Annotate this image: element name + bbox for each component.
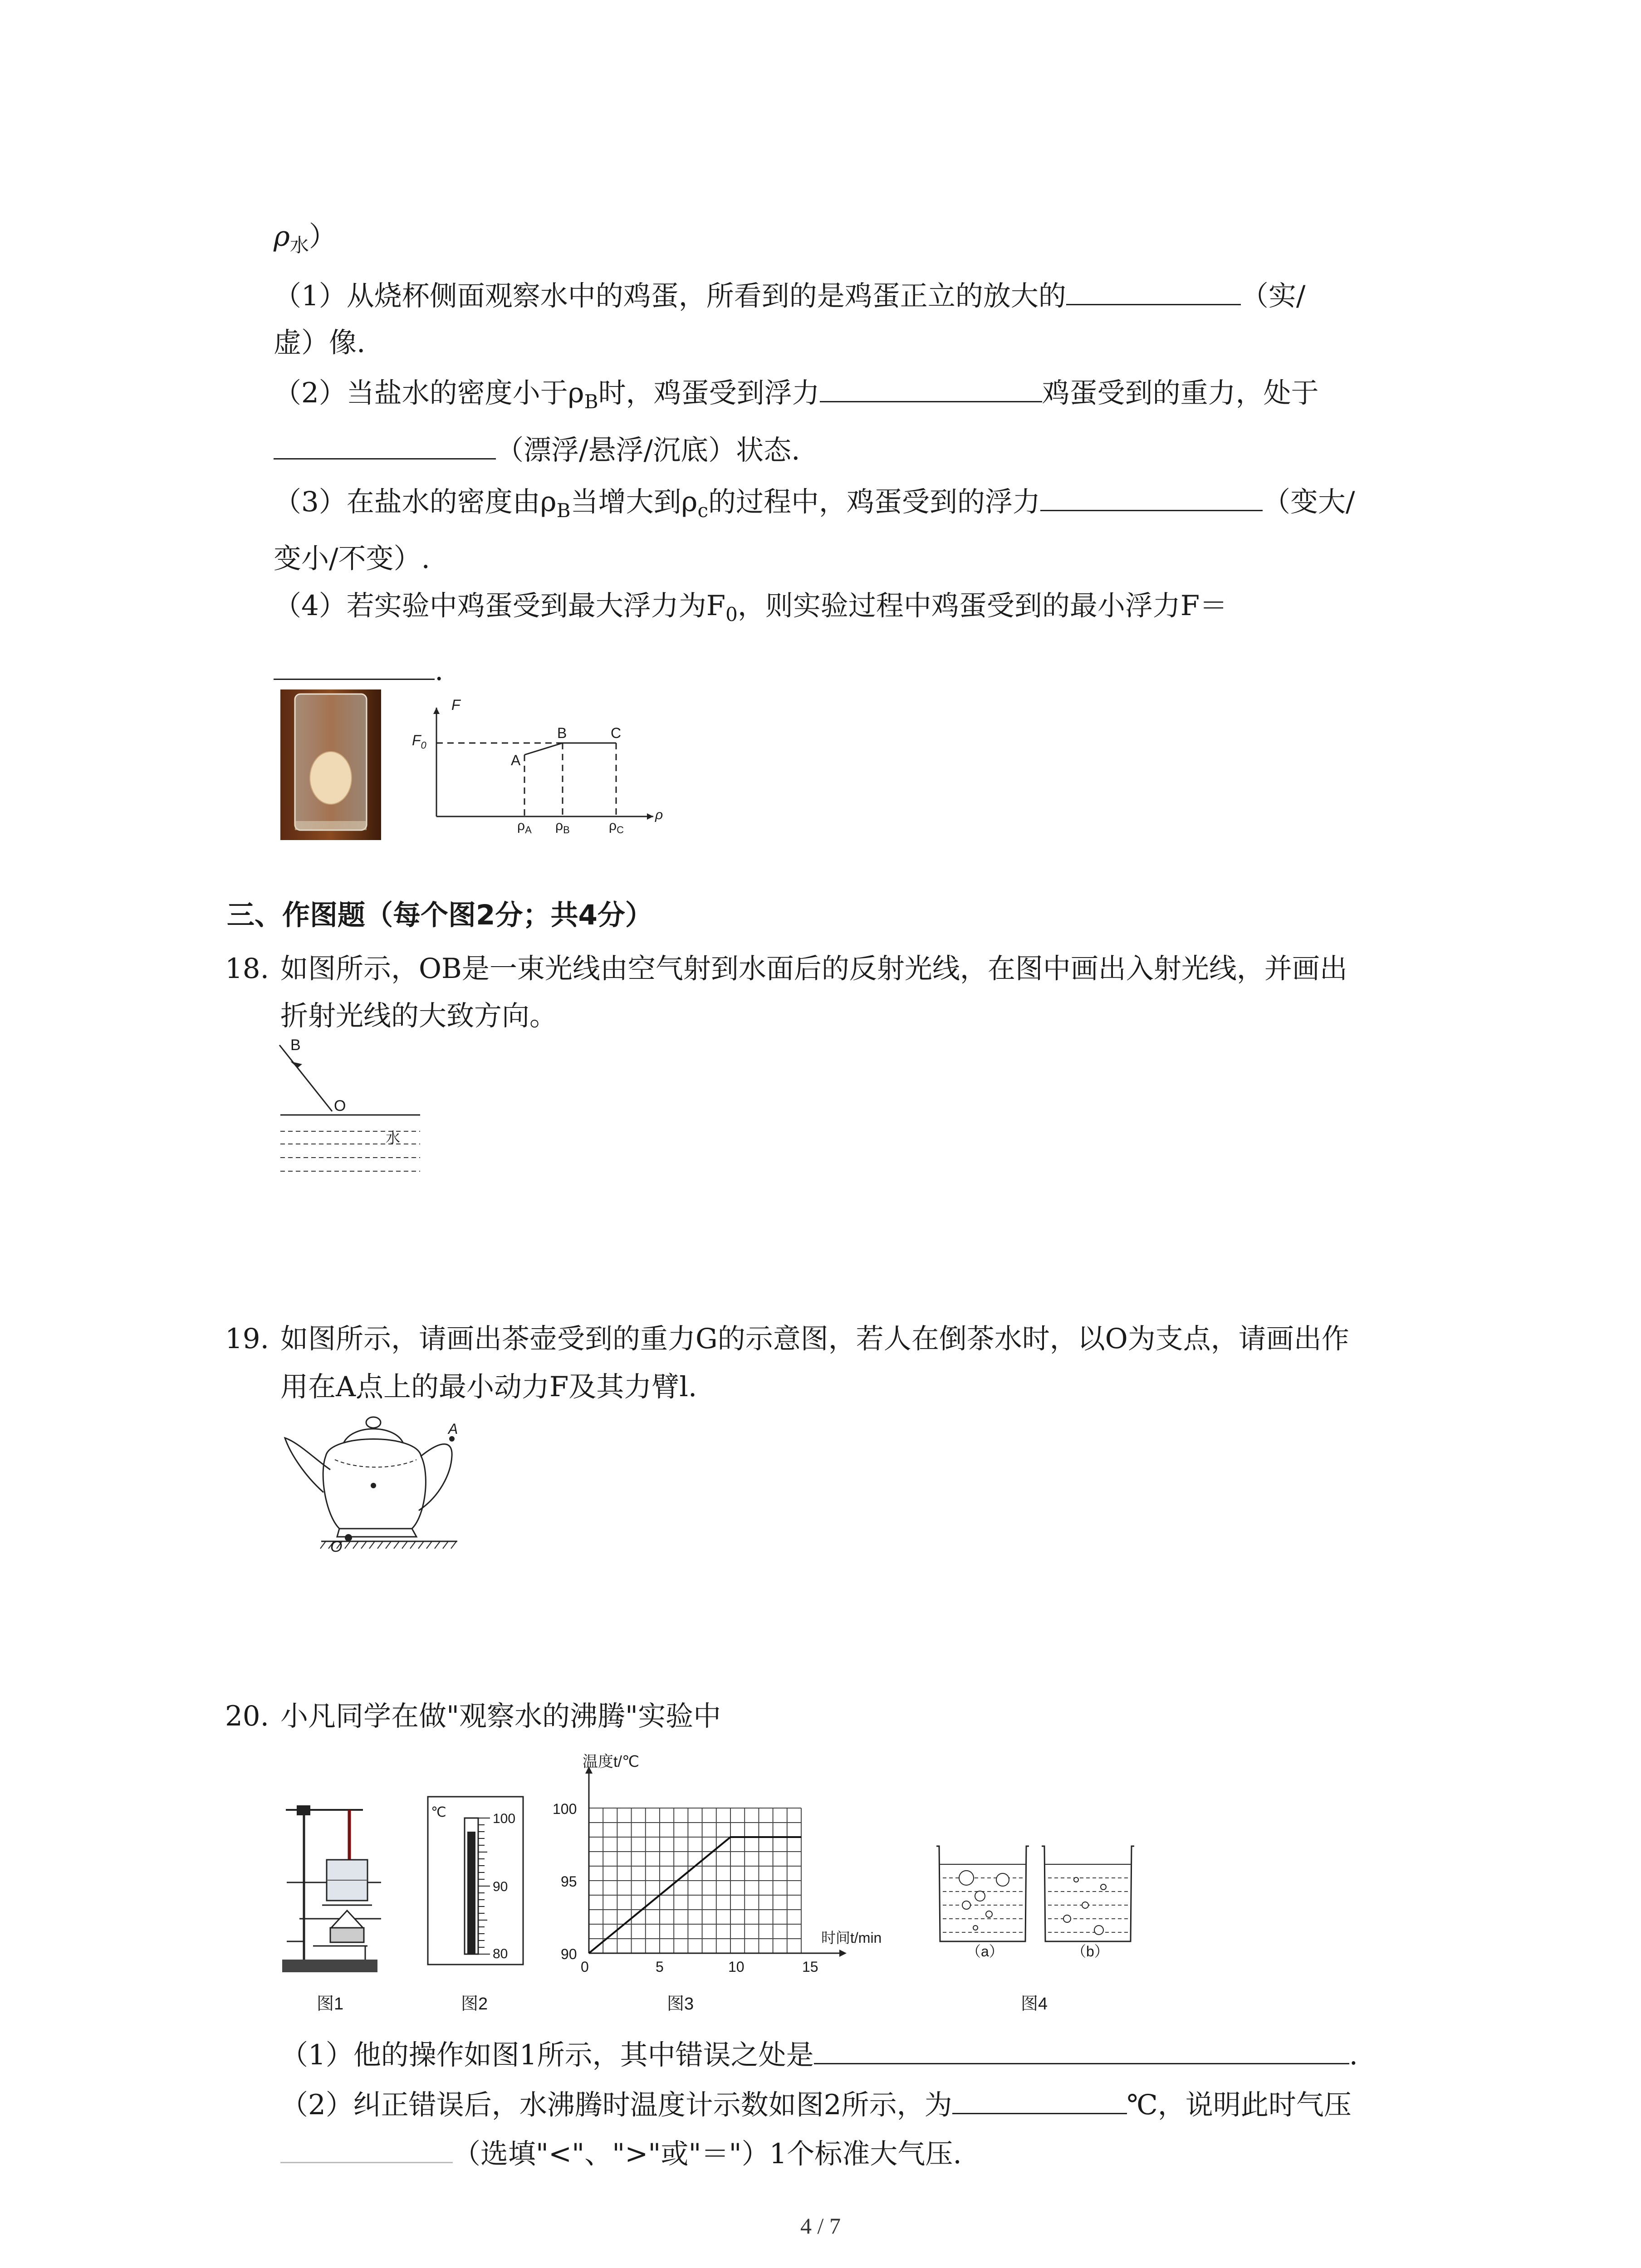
- page-number: 4 / 7: [800, 2213, 841, 2239]
- q19-teapot-diagram: [280, 1406, 471, 1560]
- chart-ytick-90: 90: [561, 1946, 577, 1962]
- graph-x-label: ρ: [655, 807, 663, 822]
- q19-line2: 用在A点上的最小动力F及其力臂l.: [280, 1371, 697, 1403]
- q17-part2-line1: （2）当盐水的密度小于$\rho_B$时，鸡蛋受到浮力 鸡蛋受到的重力，处于: [274, 375, 1319, 420]
- q18-line1: 如图所示，OB是一束光线由空气射到水面后的反射光线，在图中画出入射光线，并画出: [280, 953, 1347, 985]
- thermo-tick-80: 80: [493, 1946, 508, 1961]
- q17-part2-line2: （漂浮/悬浮/沉底）状态.: [274, 432, 800, 469]
- fig4-caption: 图4: [1021, 1994, 1048, 2014]
- q18-label-o: O: [334, 1097, 346, 1114]
- q17-part3-line2: 变小/不变）.: [274, 543, 430, 575]
- chart-xtick-15: 15: [802, 1959, 818, 1975]
- chart-y-label: 温度t/℃: [583, 1753, 640, 1770]
- q17-part4-line1: （4）若实验中鸡蛋受到最大浮力为$F_0$，则实验过程中鸡蛋受到的最小浮力F＝: [274, 590, 1228, 626]
- buoyancy-graph: [408, 699, 662, 844]
- q20-part2-line2: （选填"<"、">"或"＝"）1个标准大气压.: [280, 2136, 962, 2172]
- q20-fig3-chart: [544, 1755, 916, 1978]
- chart-x-label: 时间t/min: [821, 1930, 882, 1946]
- fig3-caption: 图3: [667, 1994, 694, 2014]
- fig2-caption: 图2: [461, 1994, 488, 2014]
- chart-xtick-10: 10: [728, 1959, 745, 1975]
- graph-f0-label: $F_0$: [412, 732, 426, 751]
- thermo-tick-100: 100: [493, 1811, 516, 1826]
- q17-part1-line1: （1）从烧杯侧面观察水中的鸡蛋，所看到的是鸡蛋正立的放大的 （实/: [274, 278, 1305, 314]
- egg-in-glass-photo: [280, 689, 381, 840]
- graph-y-label: F: [451, 697, 460, 713]
- thermo-tick-90: 90: [493, 1879, 508, 1894]
- thermo-unit: ℃: [431, 1805, 446, 1820]
- q20-fig2-thermometer: [426, 1795, 526, 1968]
- graph-point-c: C: [611, 725, 622, 741]
- graph-rho-a: $\rho_A$: [517, 818, 532, 836]
- graph-rho-b: $\rho_B$: [555, 818, 570, 836]
- beaker-a-label: （a）: [966, 1943, 1004, 1960]
- q17-part3-line1: （3）在盐水的密度由$\rho_B$当增大到$\rho_c$的过程中，鸡蛋受到的浮力 （变大/: [274, 484, 1355, 529]
- graph-rho-c: $\rho_C$: [609, 818, 624, 836]
- q20-fig4-beakers: [935, 1842, 1148, 1973]
- q20-fig1-apparatus: [281, 1792, 386, 1982]
- beaker-b-label: （b）: [1072, 1943, 1109, 1960]
- q18-light-diagram: [277, 1036, 431, 1188]
- q17-part4-line2: .: [274, 652, 443, 689]
- q19-label-o: O: [330, 1538, 343, 1555]
- graph-point-a: A: [511, 752, 521, 768]
- q20-number: 20.: [225, 1700, 269, 1732]
- q18-number: 18.: [225, 953, 269, 985]
- q18-label-water: 水: [386, 1129, 401, 1146]
- q19-number: 19.: [225, 1323, 269, 1355]
- q20-line1: 小凡同学在做"观察水的沸腾"实验中: [280, 1700, 721, 1732]
- q17-part1-line2: 虚）像.: [274, 327, 366, 359]
- q18-line2: 折射光线的大致方向。: [280, 1000, 558, 1032]
- q19-label-a: A: [448, 1421, 458, 1437]
- x-axis-arrow: [839, 1950, 847, 1957]
- section-3-title: 三、作图题（每个图2分；共4分）: [227, 899, 653, 931]
- top-fragment: $\rho_水$）: [274, 220, 337, 257]
- q19-line1: 如图所示，请画出茶壶受到的重力G的示意图，若人在倒茶水时，以O为支点，请画出作: [280, 1323, 1349, 1355]
- chart-ytick-100: 100: [553, 1801, 577, 1817]
- chart-ytick-95: 95: [561, 1873, 577, 1890]
- q20-part2-line1: （2）纠正错误后，水沸腾时温度计示数如图2所示，为 ℃，说明此时气压: [280, 2087, 1352, 2123]
- fig1-caption: 图1: [317, 1994, 344, 2014]
- q18-label-b: B: [290, 1036, 301, 1054]
- q20-part1: （1）他的操作如图1所示，其中错误之处是 .: [280, 2037, 1358, 2073]
- chart-xtick-5: 5: [656, 1959, 664, 1975]
- chart-xtick-0: 0: [581, 1959, 589, 1975]
- graph-point-b: B: [557, 725, 567, 741]
